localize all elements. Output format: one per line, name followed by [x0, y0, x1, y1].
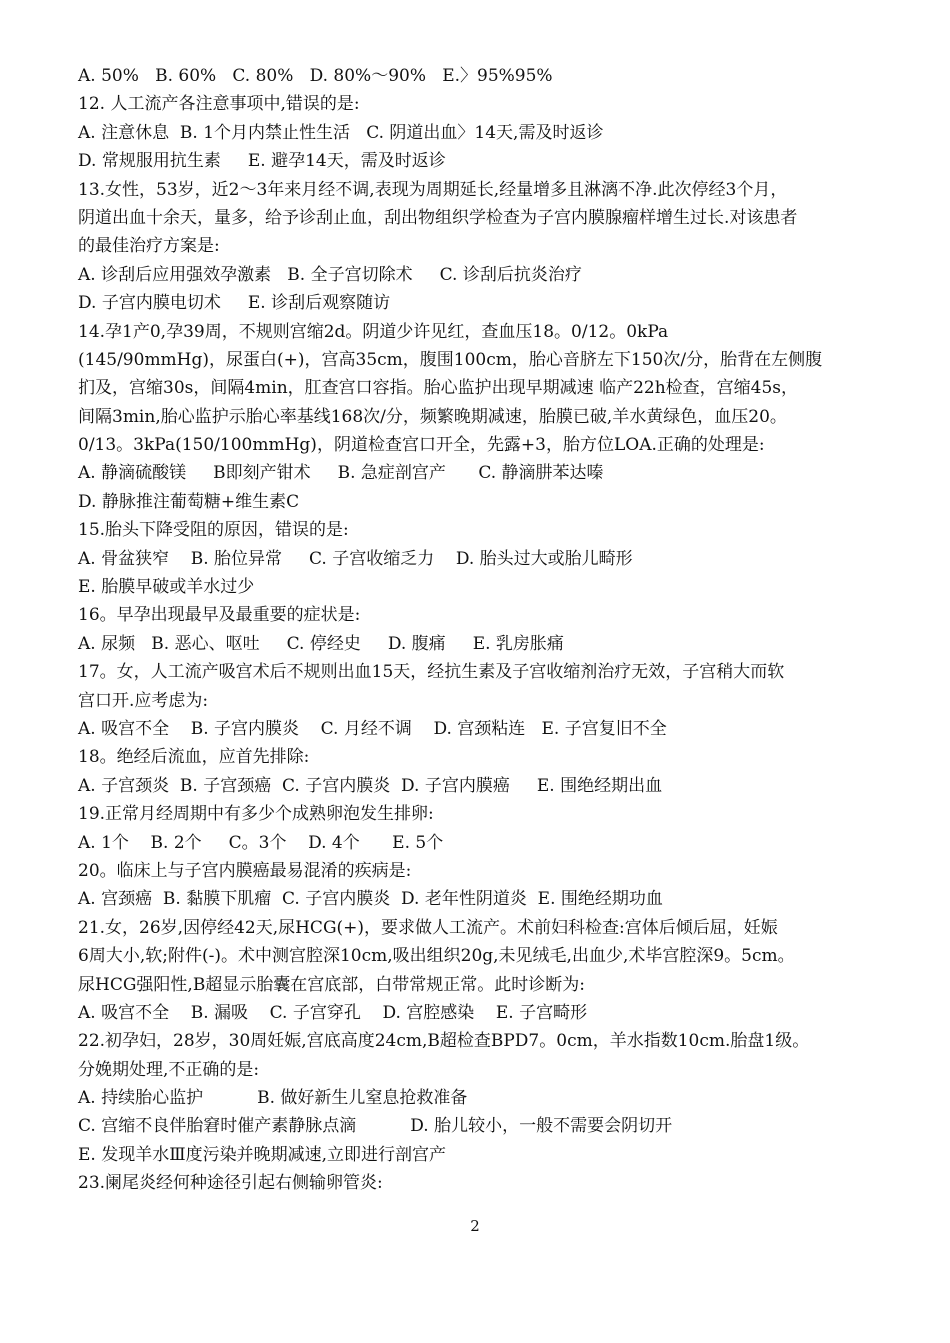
- text-line: 阴道出血十余天，量多，给予诊刮止血，刮出物组织学检查为子宫内膜腺瘤样增生过长.对该患者: [78, 207, 798, 228]
- text-line: A. 诊刮后应用强效孕激素 B. 全子宫切除术 C. 诊刮后抗炎治疗: [78, 264, 582, 285]
- text-line: D. 静脉推注葡萄糖+维生素C: [78, 491, 300, 512]
- text-line: E. 胎膜早破或羊水过少: [78, 577, 255, 598]
- text-line: E. 发现羊水Ⅲ度污染并晚期减速,立即进行剖宫产: [78, 1144, 447, 1165]
- text-line: 的最佳治疗方案是:: [78, 236, 220, 257]
- text-line: 16。早孕出现最早及最重要的症状是:: [78, 605, 361, 626]
- text-line: 扪及，宫缩30s，间隔4min，肛查宫口容指。胎心监护出现早期减速 临产22h检查，宫缩45s，: [78, 378, 799, 399]
- exam-text-body: [78, 62, 878, 1198]
- text-line: (145/90mmHg)，尿蛋白(+)，宫高35cm，腹围100cm，胎心音脐左下150次/分，胎背在左侧腹: [78, 349, 823, 370]
- text-line: 6周大小,软;附件(-)。术中测宫腔深10cm,吸出组织20g,未见绒毛,出血少,术毕宫腔深9。5cm。: [78, 946, 795, 967]
- text-line: 14.孕1产0,孕39周，不规则宫缩2d。阴道少许见红，查血压18。0/12。0kPa: [78, 321, 669, 342]
- text-line: A. 1个 B. 2个 C。3个 D. 4个 E. 5个: [78, 832, 444, 853]
- text-line: 0/13。3kPa(150/100mmHg)，阴道检查宫口开全，先露+3，胎方位LOA.正确的处理是:: [78, 435, 765, 456]
- text-line: D. 常规服用抗生素 E. 避孕14天，需及时返诊: [78, 151, 446, 172]
- text-line: 20。临床上与子宫内膜癌最易混淆的疾病是:: [78, 860, 412, 881]
- text-line: 宫口开.应考虑为:: [78, 690, 209, 711]
- text-line: A. 吸宫不全 B. 漏吸 C. 子宫穿孔 D. 宫腔感染 E. 子宫畸形: [78, 1002, 588, 1023]
- text-line: 13.女性，53岁，近2～3年来月经不调,表现为周期延长,经量增多且淋漓不净.此次停经3个月，: [78, 179, 788, 200]
- text-line: 15.胎头下降受阻的原因，错误的是:: [78, 520, 349, 541]
- text-line: 22.初孕妇，28岁，30周妊娠,宫底高度24cm,B超检查BPD7。0cm，羊水指数10cm.胎盘1级。: [78, 1031, 810, 1052]
- text-line: A. 子宫颈炎 B. 子宫颈癌 C. 子宫内膜炎 D. 子宫内膜癌 E. 围绝经期出血: [78, 775, 663, 796]
- text-line: A. 骨盆狭窄 B. 胎位异常 C. 子宫收缩乏力 D. 胎头过大或胎儿畸形: [78, 548, 633, 569]
- page-number: 2: [470, 1217, 480, 1235]
- text-line: A. 注意休息 B. 1个月内禁止性生活 C. 阴道出血〉14天,需及时返诊: [78, 122, 604, 143]
- text-line: A. 静滴硫酸镁 B即刻产钳术 B. 急症剖宫产 C. 静滴肼苯达嗪: [78, 463, 604, 484]
- text-line: 分娩期处理,不正确的是:: [78, 1059, 260, 1080]
- text-line: 17。女，人工流产吸宫术后不规则出血15天，经抗生素及子宫收缩剂治疗无效，子宫稍大而软: [78, 662, 785, 683]
- text-line: 23.阑尾炎经何种途径引起右侧输卵管炎:: [78, 1173, 383, 1194]
- text-line: 21.女，26岁,因停经42天,尿HCG(+)，要求做人工流产。术前妇科检查:宫体后倾后屈，妊娠: [78, 917, 778, 938]
- text-line: A. 吸宫不全 B. 子宫内膜炎 C. 月经不调 D. 宫颈粘连 E. 子宫复旧不全: [78, 718, 667, 739]
- text-line: A. 宫颈癌 B. 黏膜下肌瘤 C. 子宫内膜炎 D. 老年性阴道炎 E. 围绝经期功血: [78, 889, 663, 910]
- text-line: C. 宫缩不良伴胎窘时催产素静脉点滴 D. 胎儿较小，一般不需要会阴切开: [78, 1116, 673, 1137]
- text-line: 19.正常月经周期中有多少个成熟卵泡发生排卵:: [78, 804, 434, 825]
- text-line: A. 持续胎心监护 B. 做好新生儿窒息抢救准备: [78, 1088, 468, 1109]
- text-line: 18。绝经后流血，应首先排除:: [78, 747, 310, 768]
- text-line: D. 子宫内膜电切术 E. 诊刮后观察随访: [78, 293, 391, 314]
- text-line: 12. 人工流产各注意事项中,错误的是:: [78, 94, 360, 115]
- text-line: A. 50% B. 60% C. 80% D. 80%～90% E.〉95%95%: [78, 66, 553, 86]
- text-line: 间隔3min,胎心监护示胎心率基线168次/分，频繁晚期减速，胎膜已破,羊水黄绿色，血压20。: [78, 406, 787, 427]
- text-line: A. 尿频 B. 恶心、呕吐 C. 停经史 D. 腹痛 E. 乳房胀痛: [78, 633, 564, 654]
- text-line: 尿HCG强阳性,B超显示胎囊在宫底部，白带常规正常。此时诊断为:: [78, 974, 586, 995]
